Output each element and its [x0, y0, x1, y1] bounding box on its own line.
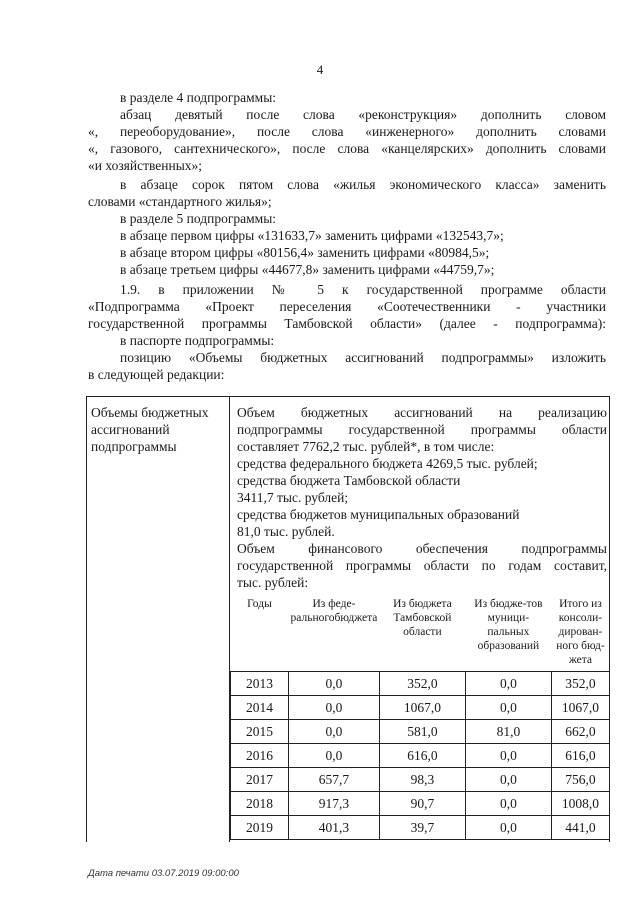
- cell-municipal: 0,0: [465, 672, 551, 696]
- paragraph-line: «, переоборудование», после слова «инженерного» дополнить словами: [88, 124, 606, 139]
- paragraph-replace-2: в абзаце втором цифры «80156,4» заменить цифрами «80984,5»;: [120, 245, 490, 260]
- right-cell-line: тыс. рублей:: [237, 575, 309, 590]
- cell-regional: 90,7: [379, 792, 465, 816]
- cell-regional: 1067,0: [379, 696, 465, 720]
- cell-total: 352,0: [551, 672, 609, 696]
- paragraph-section5: в разделе 5 подпрограммы:: [120, 211, 277, 226]
- cell-regional: 352,0: [379, 672, 465, 696]
- left-cell-title: Объемы бюджетных ассигнований подпрограммы: [91, 405, 209, 454]
- paragraph-line: абзац девятый после слова «реконструкция» дополнить словом: [120, 107, 606, 122]
- cell-year: 2013: [231, 672, 289, 696]
- paragraph-line: 1.9. в приложении № 5 к государственной программе области: [120, 282, 606, 297]
- page-number: 4: [316, 62, 324, 77]
- paragraph-section4: в разделе 4 подпрограммы:: [120, 90, 277, 105]
- table-row: [231, 696, 610, 720]
- cell-municipal: 0,0: [465, 768, 551, 792]
- right-cell-line: подпрограммы государственной программы области: [237, 422, 607, 437]
- table-row: [231, 792, 610, 816]
- cell-regional: 616,0: [379, 744, 465, 768]
- years-table-header: [231, 591, 610, 672]
- cell-regional: 98,3: [379, 768, 465, 792]
- right-cell-line: 81,0 тыс. рублей.: [237, 524, 335, 539]
- paragraph-line: позицию «Объемы бюджетных ассигнований подпрограммы» изложить: [120, 350, 606, 365]
- paragraph-line: «и хозяйственных»;: [88, 158, 203, 173]
- col-header-municipal: Из бюдже-тов муници-пальных образований: [474, 598, 543, 652]
- paragraph-passport: в паспорте подпрограммы:: [120, 333, 275, 348]
- cell-municipal: 0,0: [465, 696, 551, 720]
- cell-year: 2018: [231, 792, 289, 816]
- cell-municipal: 0,0: [465, 792, 551, 816]
- table-row: [231, 720, 610, 744]
- print-date-footer: Дата печати 03.07.2019 09:00:00: [88, 868, 239, 879]
- cell-federal: 0,0: [289, 672, 380, 696]
- paragraph-line: «, газового, сантехнического», после слова «канцелярских» дополнить словами: [88, 141, 606, 156]
- col-header-regional: Из бюджета Тамбовской области: [393, 598, 452, 638]
- cell-year: 2014: [231, 696, 289, 720]
- cell-total: 756,0: [551, 768, 609, 792]
- right-cell-line: средства бюджета Тамбовской области: [237, 473, 461, 488]
- paragraph-line: в следующей редакции:: [88, 367, 225, 382]
- cell-federal: 401,3: [289, 816, 380, 840]
- table-row: [231, 816, 610, 840]
- cell-total: 1008,0: [551, 792, 609, 816]
- cell-year: 2015: [231, 720, 289, 744]
- right-cell-line: государственной программы области по годам составит,: [237, 558, 607, 573]
- right-cell-line: Объем финансового обеспечения подпрограммы: [237, 541, 607, 556]
- right-cell-line: средства федерального бюджета 4269,5 тыс. рублей;: [237, 456, 538, 471]
- right-cell-line: Объем бюджетных ассигнований на реализацию: [237, 405, 607, 420]
- years-table: [230, 591, 610, 840]
- cell-municipal: 0,0: [465, 744, 551, 768]
- right-cell-line: составляет 7762,2 тыс. рублей*, в том числе:: [237, 439, 495, 454]
- cell-municipal: 81,0: [465, 720, 551, 744]
- cell-total: 662,0: [551, 720, 609, 744]
- cell-total: 616,0: [551, 744, 609, 768]
- cell-year: 2019: [231, 816, 289, 840]
- cell-total: 441,0: [551, 816, 609, 840]
- cell-federal: 0,0: [289, 720, 380, 744]
- paragraph-line: словами «стандартного жилья»;: [88, 194, 272, 209]
- cell-year: 2017: [231, 768, 289, 792]
- col-header-total: Итого из консоли-дирован-ного бюд-жета: [556, 598, 605, 666]
- cell-year: 2016: [231, 744, 289, 768]
- cell-total: 1067,0: [551, 696, 609, 720]
- cell-federal: 657,7: [289, 768, 380, 792]
- paragraph-line: «Подпрограмма «Проект переселения «Соотечественники - участники: [88, 299, 606, 314]
- table-row: [231, 744, 610, 768]
- paragraph-line: государственной программы Тамбовской области» (далее - подпрограмма):: [88, 316, 606, 331]
- cell-municipal: 0,0: [465, 816, 551, 840]
- cell-regional: 39,7: [379, 816, 465, 840]
- right-cell-line: 3411,7 тыс. рублей;: [237, 490, 349, 505]
- col-header-federal: Из феде-ральногобюджета: [290, 598, 378, 624]
- cell-federal: 0,0: [289, 744, 380, 768]
- paragraph-replace-3: в абзаце третьем цифры «44677,8» заменить цифрами «44759,7»;: [120, 262, 495, 277]
- paragraph-replace-1: в абзаце первом цифры «131633,7» заменить цифрами «132543,7»;: [120, 228, 504, 243]
- table-row: [231, 672, 610, 696]
- cell-federal: 917,3: [289, 792, 380, 816]
- right-cell-line: средства бюджетов муниципальных образований: [237, 507, 520, 522]
- paragraph-line: в абзаце сорок пятом слова «жилья экономического класса» заменить: [120, 177, 606, 192]
- col-header-years: Годы: [247, 598, 272, 610]
- cell-federal: 0,0: [289, 696, 380, 720]
- cell-regional: 581,0: [379, 720, 465, 744]
- table-row: [231, 768, 610, 792]
